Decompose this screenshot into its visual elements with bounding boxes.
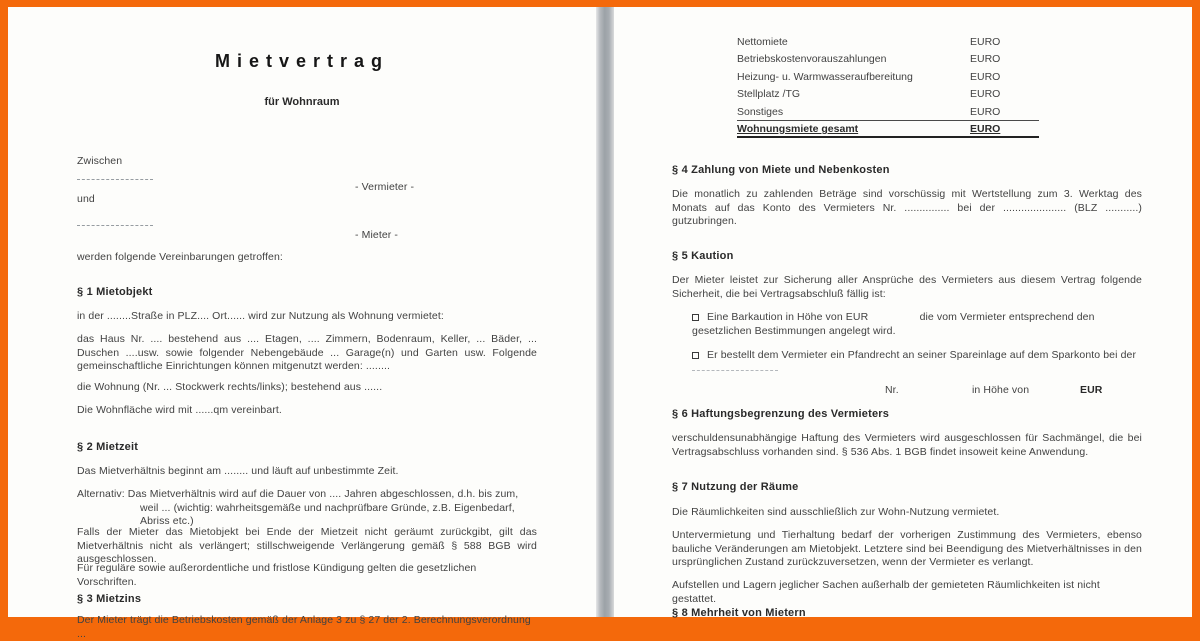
section-1-paragraph: Die Wohnfläche wird mit ......qm vereinbart. xyxy=(77,404,282,416)
hoehe-von-label: in Höhe von xyxy=(972,384,1030,396)
zwischen-label: Zwischen xyxy=(77,155,123,167)
cost-value: EURO xyxy=(970,53,1001,66)
cost-label: Sonstiges xyxy=(737,105,784,118)
section-7-paragraph: Untervermietung und Tierhaltung bedarf der vorherigen Zustimmung des Vermieters, ebenso bauliche Veränderungen am Mietobjekt. Letztere sind bei Beendigung des Mietverhältnisses in den ursprünglichen Zustand zurückzuversetzen, wenn der Vermieter es verlangt. xyxy=(672,529,1142,568)
section-8-heading: § 8 Mehrheit von Mietern xyxy=(672,607,806,619)
table-row xyxy=(737,86,1039,103)
section-7-paragraph: Aufstellen und Lagern jeglicher Sachen außerhalb der gemieteten Räumlichkeiten ist nicht gestattet. xyxy=(672,579,1100,605)
section-5-heading: § 5 Kaution xyxy=(672,250,734,262)
table-row-total xyxy=(737,121,1039,138)
section-7-paragraph: Die Räumlichkeiten sind ausschließlich zur Wohn-Nutzung vermietet. xyxy=(672,506,1000,518)
section-4-paragraph: Die monatlich zu zahlenden Beträge sind vorschüssig mit Wertstellung zum 3. Werktag des Monats auf das Konto des Vermieters Nr. ............... bei der ..................... (BLZ ...........) gutzubringen. xyxy=(672,188,1142,227)
checkbox-icon xyxy=(692,352,699,359)
cost-value: EURO xyxy=(970,70,1001,83)
section-4-heading: § 4 Zahlung von Miete und Nebenkosten xyxy=(672,164,890,176)
section-2-heading: § 2 Mietzeit xyxy=(77,441,139,453)
section-1-heading: § 1 Mietobjekt xyxy=(77,286,153,298)
section-1-paragraph: das Haus Nr. .... bestehend aus .... Etagen, .... Zimmern, Bodenraum, Keller, ... Bäder, ... Duschen ....usw. sowie folgender Nebengebäude ... Garage(n) und Garten usw. Folgende gemeinschaftliche Einrichtungen können mitgenutzt werden: ........ xyxy=(77,333,537,372)
contract-subtitle: für Wohnraum xyxy=(264,96,340,108)
contract-page-1 xyxy=(8,7,596,640)
cost-label: Wohnungsmiete gesamt xyxy=(737,122,859,135)
cost-label: Betriebskostenvorauszahlungen xyxy=(737,53,887,66)
table-row xyxy=(737,51,1039,68)
mieter-label: - Mieter - xyxy=(355,229,398,241)
checkbox-icon xyxy=(692,314,699,321)
und-label: und xyxy=(77,193,95,205)
document-area xyxy=(8,7,1192,640)
cost-label: Nettomiete xyxy=(737,36,788,48)
contract-page-2 xyxy=(614,7,1192,617)
section-2-paragraph: Für reguläre sowie außerordentliche und fristlose Kündigung gelten die gesetzlichen Vorschriften. xyxy=(77,562,477,588)
cost-value: EURO xyxy=(970,88,1001,101)
section-1-paragraph: die Wohnung (Nr. ... Stockwerk rechts/links); bestehend aus ...... xyxy=(77,381,383,393)
section-7-heading: § 7 Nutzung der Räume xyxy=(672,481,799,493)
tenant-blank-line xyxy=(77,224,153,226)
table-row xyxy=(737,34,1039,51)
kaution-option-label: Eine Barkaution in Höhe von EUR die vom Vermieter entsprechend den gesetzlichen Bestimmungen angelegt wird. xyxy=(692,311,1095,337)
contract-title: Mietvertrag xyxy=(214,51,390,71)
landlord-blank-line xyxy=(77,178,153,180)
bank-blank-line xyxy=(692,369,778,371)
table-row xyxy=(737,104,1039,121)
section-5-paragraph: Der Mieter leistet zur Sicherung aller Ansprüche des Vermieters aus diesem Vertrag folgende Sicherheit, die bei Vertragsabschluß fällig ist: xyxy=(672,274,1142,300)
account-nr-label: Nr. xyxy=(885,384,899,396)
section-2-paragraph: Alternativ: Das Mietverhältnis wird auf die Dauer von .... Jahren abgeschlossen, d.h. bis zum, weil ... (wichtig: wahrheitsgemäße und nachprüfbare Gründe, z.B. Eigenbedarf, Abriss etc.) xyxy=(77,488,519,527)
eur-label: EUR xyxy=(1080,384,1103,396)
page-divider xyxy=(596,7,614,617)
cost-value: EURO xyxy=(970,105,1001,118)
rent-cost-table xyxy=(737,34,1039,138)
vermieter-label: - Vermieter - xyxy=(355,181,415,193)
section-3-paragraph: Der Mieter trägt die Betriebskosten gemäß der Anlage 3 zu § 27 der 2. Berechnungsverordnung ... xyxy=(77,614,531,640)
section-3-heading: § 3 Mietzins xyxy=(77,593,142,605)
section-6-paragraph: verschuldensunabhängige Haftung des Vermieters wird ausgeschlossen für Sachmängel, die bei Vertragsabschluss vorhanden sind. § 536 Abs. 1 BGB findet insoweit keine Anwendung. xyxy=(672,432,1142,458)
cost-label: Heizung- u. Warmwasseraufbereitung xyxy=(737,70,913,83)
kaution-option-label: Er bestellt dem Vermieter ein Pfandrecht an seiner Spareinlage auf dem Sparkonto bei der xyxy=(707,349,1137,361)
cost-value: EURO xyxy=(970,36,1001,48)
cost-label: Stellplatz /TG xyxy=(737,88,801,101)
cost-value: EURO xyxy=(970,122,1001,135)
table-row xyxy=(737,69,1039,86)
section-2-paragraph: Das Mietverhältnis beginnt am ........ und läuft auf unbestimmte Zeit. xyxy=(77,465,399,477)
section-6-heading: § 6 Haftungsbegrenzung des Vermieters xyxy=(672,408,890,420)
section-2-paragraph: Falls der Mieter das Mietobjekt bei Ende der Mietzeit nicht geräumt zurückgibt, gilt das Mietverhältnis nicht als verlängert; stillschweigende Verlängerung gemäß § 588 BGB wird ausgeschlossen. xyxy=(77,526,537,565)
agreement-intro: werden folgende Vereinbarungen getroffen: xyxy=(77,251,283,263)
kaution-option-barkaution xyxy=(692,311,1140,338)
section-1-paragraph: in der ........Straße in PLZ.... Ort...... wird zur Nutzung als Wohnung vermietet: xyxy=(77,310,444,322)
kaution-option-pfandrecht xyxy=(692,349,1152,363)
